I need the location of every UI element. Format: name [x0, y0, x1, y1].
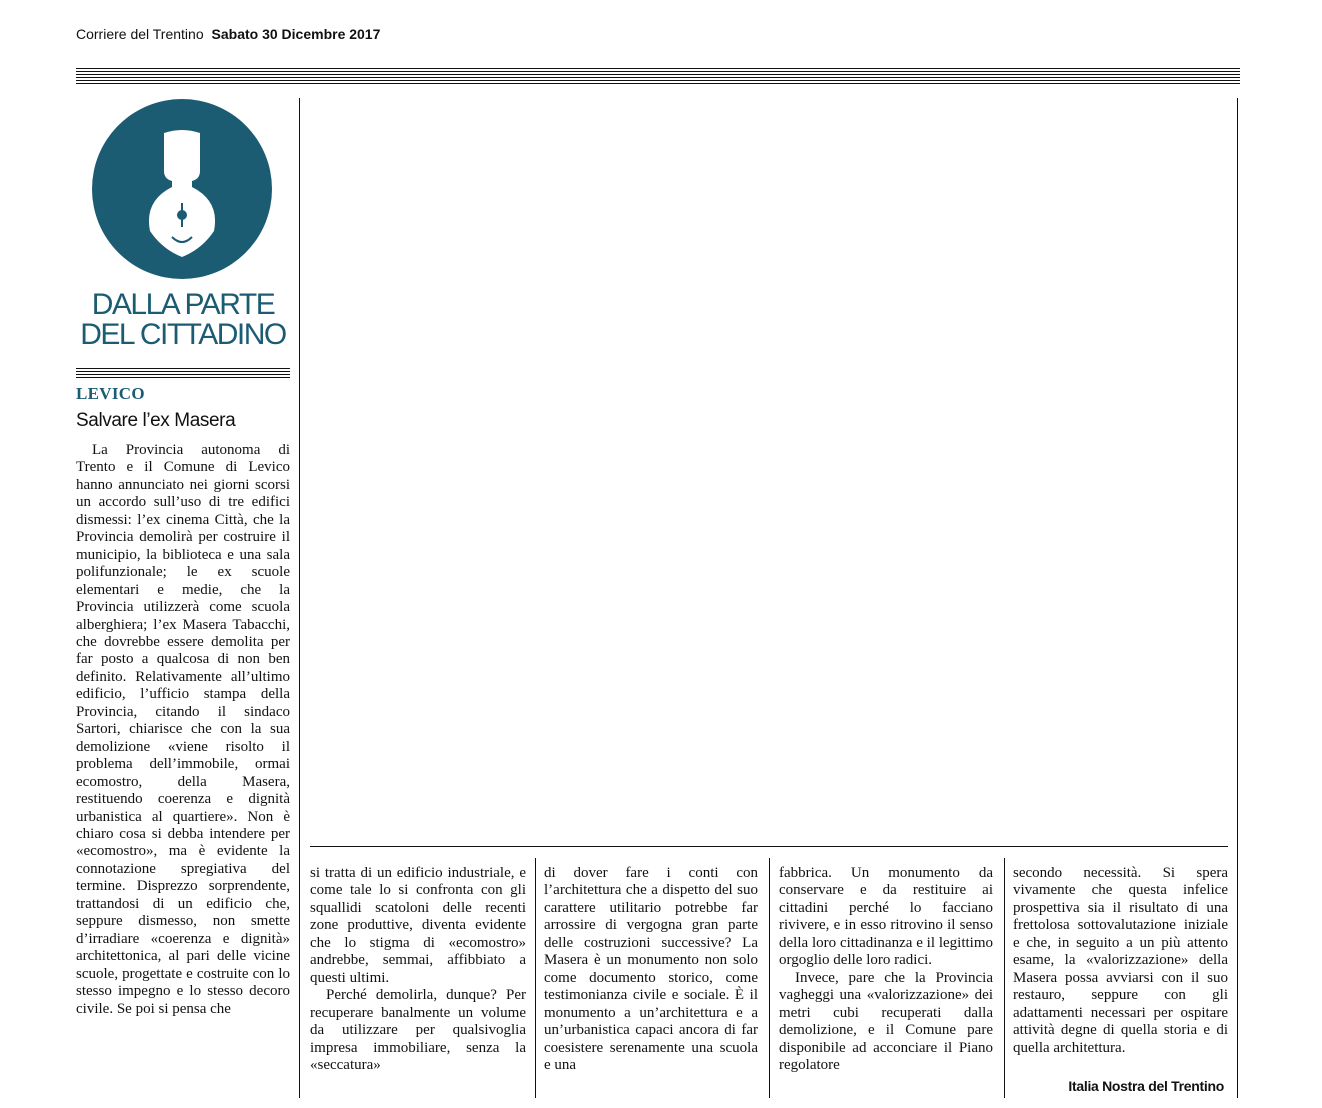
column-separator	[535, 858, 536, 1098]
fountain-pen-nib-icon	[92, 99, 272, 279]
article-kicker: LEVICO	[76, 384, 145, 403]
paragraph: si tratta di un edificio industriale, e come tale lo si confronta con gli squallidi scatoloni delle recenti zone produttive, diventa evidente che lo stigma di «ecomostro» andrebbe, semmai, affibbiato a questi ultimi.	[310, 865, 526, 986]
left-column-divider	[299, 98, 300, 1098]
section-title-line-2: DEL CITTADINO	[80, 318, 286, 351]
top-rule	[76, 68, 1240, 84]
paragraph: fabbrica. Un monumento da conservare e da restituire ai cittadini perché lo facciano rivivere, e in esso ritrovino il senso della loro cittadinanza e il legittimo orgoglio delle loro radici.	[779, 865, 993, 969]
paragraph: La Provincia autonoma di Trento e il Comune di Levico hanno annunciato nei giorni scorsi un accordo sull’uso di tre edifici dismessi: l’ex cinema Città, che la Provincia demolirà per costruire il municipio, la biblioteca e una sala polifunzionale; le ex scuole elementari e medie, che la Provincia utilizzerà come scuola alberghiera; l’ex Masera Tabacchi, che dovrebbe essere demolita per far posto a qualcosa di non ben definito. Relativamente all’ultimo edificio, l’ufficio stampa della Provincia, citando il sindaco Sartori, chiarisce che con la sua demolizione «viene risolto il problema dell’immobile, ormai ecomostro, della Masera, restituendo coerenza e dignità urbanistica al quartiere». Non è chiaro cosa si debba intendere per «ecomostro», ma è evidente la connotazione spregiativa del termine. Disprezzo sorprendente, trattandosi di un edificio che, seppure dismesso, non smette d’irradiare «coerenza e dignità» architettonica, al pari delle vicine scuole, progettate e costruite con lo stesso impegno e lo stesso decoro civile. Se poi si pensa che	[76, 442, 290, 1017]
column-separator	[1004, 858, 1005, 1098]
paragraph: Invece, pare che la Provincia vagheggi una «valorizzazione» dei metri cubi recuperati dalla demolizione, e il Comune pare disponibile ad acconciare il Piano regolatore	[779, 969, 993, 1073]
article-headline: Salvare l’ex Masera	[76, 410, 236, 431]
article-column-3	[544, 865, 758, 1074]
section-title-line-1: DALLA PARTE	[91, 288, 275, 321]
right-column-divider	[1237, 98, 1238, 1098]
article-column-2	[310, 865, 526, 1074]
section-title	[76, 290, 290, 350]
paragraph: Perché demolirla, dunque? Per recuperare banalmente un volume da utilizzare per qualsivoglia impresa immobiliare, senza la «seccatura»	[310, 987, 526, 1073]
article-column-1	[76, 442, 290, 1018]
masthead	[76, 26, 380, 42]
article-column-5	[1013, 865, 1228, 1057]
article-signature: Italia Nostra del Trentino	[1068, 1078, 1224, 1094]
paragraph: di dover fare i conti con l’architettura che a dispetto del suo carattere utilitario potrebbe far arrossire di vergogna gran parte delle costruzioni successive? La Masera è un monumento non solo come documento storico, come testimonianza civile e sociale. È il monumento a un’architettura e a un’urbanistica capaci ancora di far coesistere serenamente una scuola e una	[544, 865, 758, 1073]
column-separator	[769, 858, 770, 1098]
newspaper-name: Corriere del Trentino	[76, 26, 204, 42]
section-rule	[76, 368, 290, 380]
article-column-4	[779, 865, 993, 1074]
photo-area-bottom-rule	[310, 846, 1228, 847]
paragraph: secondo necessità. Si spera vivamente che questa infelice prospettiva sia il risultato di una frettolosa sottovalutazione iniziale e che, in seguito a un più attento esame, la «valorizzazione» della Masera possa avviarsi con il suo restauro, seppure con gli adattamenti necessari per ospitare attività degne di quella storia e di quella architettura.	[1013, 865, 1228, 1056]
issue-date: Sabato 30 Dicembre 2017	[211, 26, 381, 42]
